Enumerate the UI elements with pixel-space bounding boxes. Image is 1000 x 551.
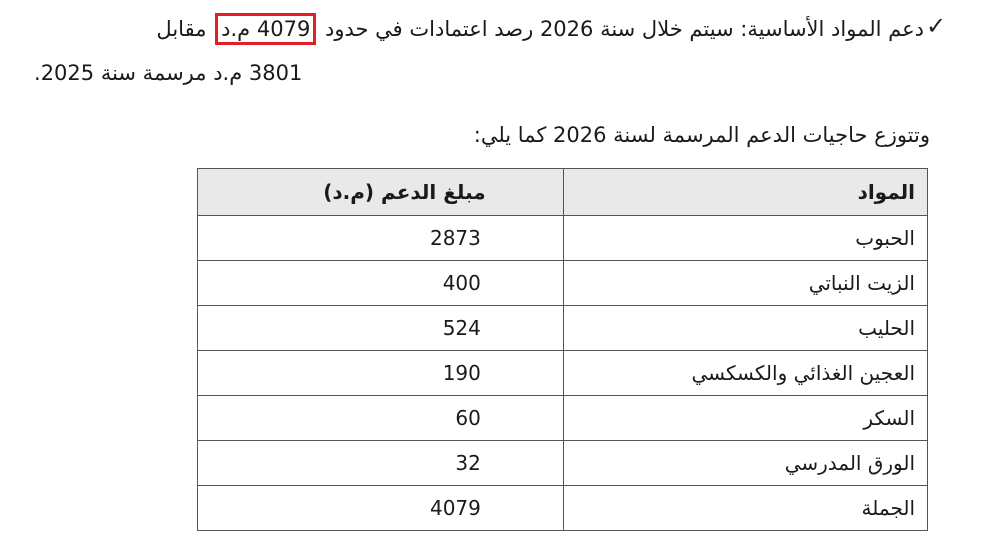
table-row [198,396,928,441]
row-amount: 524 [198,306,564,351]
header-item: المواد [563,169,927,216]
paragraph-text-before: دعم المواد الأساسية: سيتم خلال سنة 2026 رصد اعتمادات في حدود [325,17,924,41]
table-intro-text: وتتوزع حاجيات الدعم المرسمة لسنة 2026 كما يلي: [473,123,930,147]
table-body [198,216,928,531]
row-amount: 32 [198,441,564,486]
row-item: العجين الغذائي والكسكسي [563,351,927,396]
checkmark-icon: ✓ [926,12,947,40]
header-amount: مبلغ الدعم (م.د) [198,169,564,216]
paragraph-text-after: مقابل [156,17,207,41]
row-amount: 400 [198,261,564,306]
table-header-row [198,169,928,216]
highlighted-amount: 4079 م.د [215,13,316,45]
table-row [198,306,928,351]
table-total-row [198,486,928,531]
row-item: الحليب [563,306,927,351]
table-row [198,261,928,306]
support-paragraph-line-1 [14,13,924,45]
row-amount: 2873 [198,216,564,261]
table-row [198,441,928,486]
row-item: الورق المدرسي [563,441,927,486]
row-amount: 60 [198,396,564,441]
support-paragraph-line-2: 3801 م.د مرسمة سنة 2025. [34,61,303,85]
row-amount: 190 [198,351,564,396]
table-row [198,351,928,396]
row-item: الزيت النباتي [563,261,927,306]
row-item: الحبوب [563,216,927,261]
table-row [198,216,928,261]
row-item-total: الجملة [563,486,927,531]
subsidy-table [197,168,928,531]
row-amount-total: 4079 [198,486,564,531]
row-item: السكر [563,396,927,441]
